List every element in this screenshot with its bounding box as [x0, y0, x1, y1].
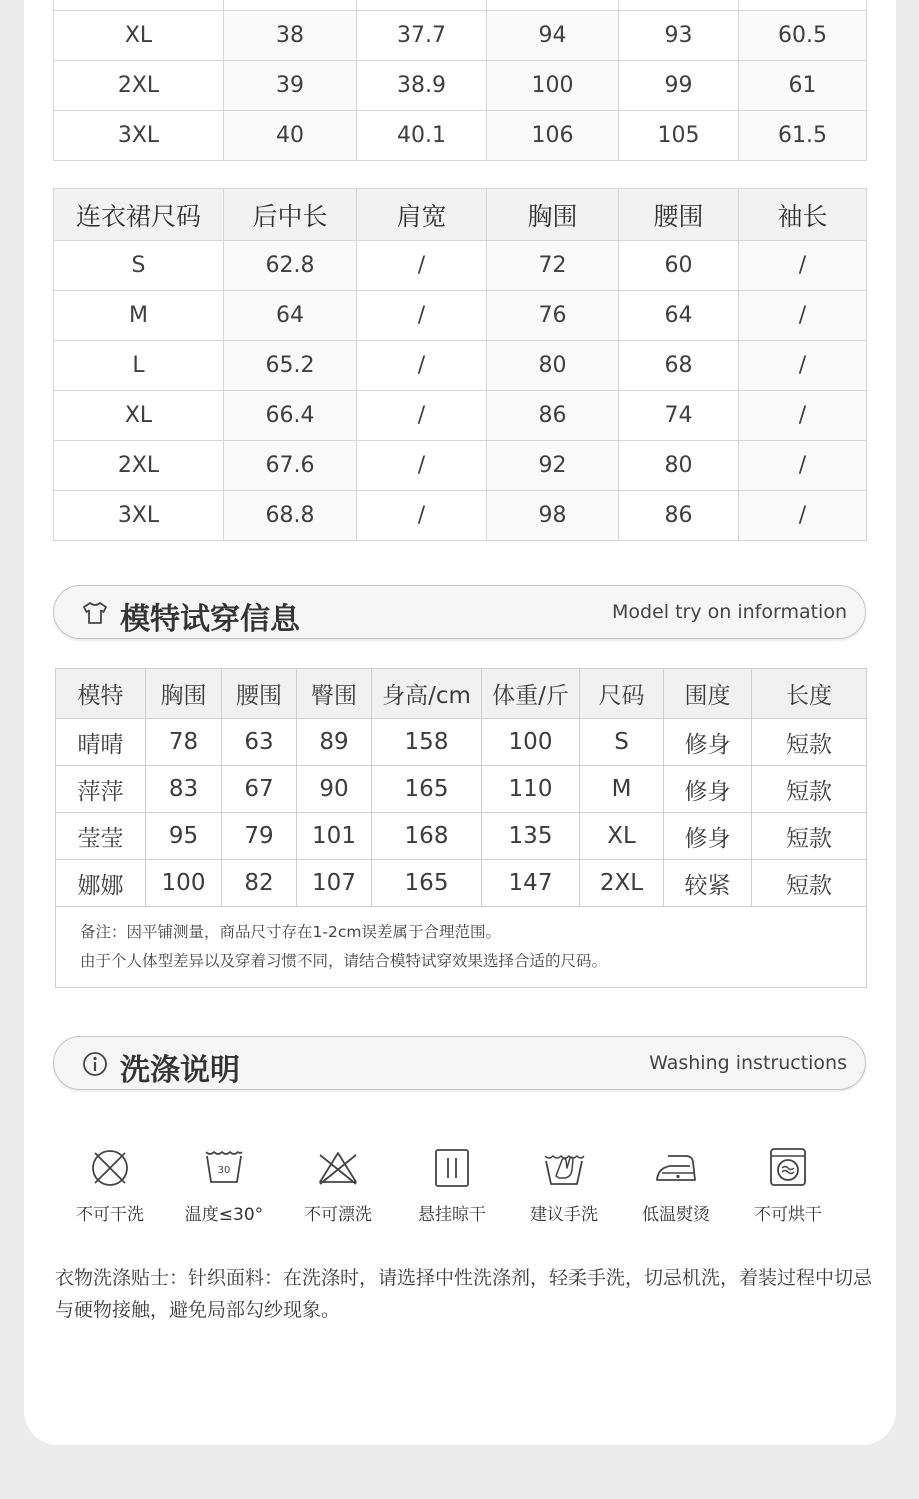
table-row — [54, 11, 867, 61]
table-row — [54, 61, 867, 111]
table-cell: 80 — [619, 441, 739, 491]
size-cell: S — [54, 241, 224, 291]
table-cell: 61 — [739, 61, 867, 111]
hand-wash-icon — [542, 1146, 586, 1190]
table-cell: 64 — [224, 291, 357, 341]
note-line-1: 备注：因平铺测量，商品尺寸存在1-2cm误差属于合理范围。 — [80, 923, 501, 941]
header-waist: 腰围 — [222, 669, 297, 719]
table-cell: 修身 — [664, 766, 752, 813]
table-cell: 64 — [619, 291, 739, 341]
wash-label: 不可烘干 — [754, 1205, 822, 1225]
table-cell: 短款 — [752, 719, 867, 766]
wash-item-hang-dry — [402, 1146, 502, 1225]
table-cell: S — [580, 719, 664, 766]
table-cell: 72 — [487, 241, 619, 291]
size-cell: 2XL — [54, 61, 224, 111]
table-row — [54, 341, 867, 391]
table-cell: / — [357, 391, 487, 441]
table-cell: 76 — [487, 291, 619, 341]
table-cell: 100 — [482, 719, 580, 766]
table-row — [56, 860, 867, 907]
table-cell: 61.5 — [739, 111, 867, 161]
size-cell: M — [54, 291, 224, 341]
wash-item-hand-wash — [514, 1146, 614, 1225]
table-cell: 93 — [619, 11, 739, 61]
header-sleeve: 袖长 — [739, 189, 867, 241]
model-name: 萍萍 — [56, 766, 146, 813]
table-cell: 60.5 — [739, 11, 867, 61]
header-back-length: 后中长 — [224, 189, 357, 241]
note-row — [56, 907, 867, 988]
table-row — [56, 766, 867, 813]
table-cell: 165 — [372, 766, 482, 813]
wash-label: 悬挂晾干 — [418, 1205, 486, 1225]
dress-size-table — [53, 188, 867, 541]
table-row — [56, 813, 867, 860]
table-cell: 较紧 — [664, 860, 752, 907]
model-info-header — [53, 585, 866, 639]
size-note — [56, 907, 867, 988]
table-cell: 39 — [224, 61, 357, 111]
header-hip: 臀围 — [297, 669, 372, 719]
table-cell: 2XL — [580, 860, 664, 907]
table-cell: 105 — [619, 111, 739, 161]
info-icon — [80, 1049, 110, 1079]
table-cell: XL — [580, 813, 664, 860]
table-cell: 68 — [619, 341, 739, 391]
table-cell: 90 — [297, 766, 372, 813]
table-cell: / — [357, 241, 487, 291]
table-cell: 修身 — [664, 813, 752, 860]
table-cell: 短款 — [752, 860, 867, 907]
size-cell: 3XL — [54, 111, 224, 161]
table-cell: 107 — [297, 860, 372, 907]
table-cell: 65.2 — [224, 341, 357, 391]
table-cell: 38.9 — [357, 61, 487, 111]
table-cell: 82 — [222, 860, 297, 907]
size-cell: L — [54, 341, 224, 391]
shirt-icon — [80, 598, 110, 628]
low-iron-icon — [654, 1146, 698, 1190]
table-cell: 83 — [146, 766, 222, 813]
wash-item-30 — [174, 1146, 274, 1225]
size-cell: 2XL — [54, 441, 224, 491]
table-cell: / — [739, 441, 867, 491]
table-row — [54, 491, 867, 541]
wash-label: 不可干洗 — [76, 1205, 144, 1225]
table-cell: 86 — [487, 391, 619, 441]
model-name: 晴晴 — [56, 719, 146, 766]
table-cell: 38 — [224, 11, 357, 61]
table-cell: 74 — [619, 391, 739, 441]
table-cell: / — [357, 341, 487, 391]
table-cell: 67 — [222, 766, 297, 813]
table-cell: 95 — [146, 813, 222, 860]
table-row — [54, 391, 867, 441]
table-row — [54, 241, 867, 291]
table-cell: / — [739, 291, 867, 341]
table-cell: 168 — [372, 813, 482, 860]
header-bust: 胸围 — [146, 669, 222, 719]
wash-item-no-tumble-dry — [738, 1146, 838, 1225]
table-cell: 79 — [222, 813, 297, 860]
washing-title: 洗涤说明 — [120, 1053, 240, 1088]
table-cell: 37.7 — [357, 11, 487, 61]
table-cell: 147 — [482, 860, 580, 907]
table-cell: / — [357, 291, 487, 341]
model-name: 娜娜 — [56, 860, 146, 907]
table-cell: 66.4 — [224, 391, 357, 441]
wash-item-no-bleach — [288, 1146, 388, 1225]
size-cell: 3XL — [54, 491, 224, 541]
table-cell: 短款 — [752, 813, 867, 860]
wash-30-icon — [202, 1146, 246, 1190]
table-row — [56, 719, 867, 766]
model-name: 莹莹 — [56, 813, 146, 860]
wash-tip: 衣物洗涤贴士：针织面料：在洗涤时，请选择中性洗涤剂，轻柔手洗，切忌机洗，着装过程中切忌与硬物接触，避免局部勾纱现象。 — [55, 1267, 873, 1321]
table-cell: 86 — [619, 491, 739, 541]
header-bust: 胸围 — [487, 189, 619, 241]
model-info-subtitle: Model try on information — [612, 601, 847, 623]
table-cell: 94 — [487, 11, 619, 61]
wash-label: 不可漂洗 — [304, 1205, 372, 1225]
table-cell: 修身 — [664, 719, 752, 766]
header-model: 模特 — [56, 669, 146, 719]
header-waist: 腰围 — [619, 189, 739, 241]
wash-item-no-dry-clean — [60, 1146, 160, 1225]
table-cell: / — [739, 341, 867, 391]
table-cell: / — [739, 391, 867, 441]
header-size: 尺码 — [580, 669, 664, 719]
table-cell: 68.8 — [224, 491, 357, 541]
table-cell: 98 — [487, 491, 619, 541]
header-height: 身高/cm — [372, 669, 482, 719]
size-cell: XL — [54, 11, 224, 61]
header-size: 连衣裙尺码 — [54, 189, 224, 241]
table-row — [54, 111, 867, 161]
table-cell: 63 — [222, 719, 297, 766]
table-cell: 99 — [619, 61, 739, 111]
table-cell: 165 — [372, 860, 482, 907]
no-dry-clean-icon — [88, 1146, 132, 1190]
table-row — [54, 291, 867, 341]
table-cell: 100 — [146, 860, 222, 907]
table-cell: M — [580, 766, 664, 813]
wash-item-low-iron — [626, 1146, 726, 1225]
table-cell: 60 — [619, 241, 739, 291]
table-cell: 40 — [224, 111, 357, 161]
wash-label: 建议手洗 — [530, 1205, 598, 1225]
washing-header — [53, 1036, 866, 1090]
header-length: 长度 — [752, 669, 867, 719]
table-cell: / — [357, 441, 487, 491]
no-tumble-dry-icon — [766, 1146, 810, 1190]
table-cell: 101 — [297, 813, 372, 860]
table-cell: 62.8 — [224, 241, 357, 291]
table-cell: 135 — [482, 813, 580, 860]
table-cell: 67.6 — [224, 441, 357, 491]
size-cell: XL — [54, 391, 224, 441]
table-cell: 158 — [372, 719, 482, 766]
table-cell: 89 — [297, 719, 372, 766]
hang-dry-icon — [430, 1146, 474, 1190]
header-fit: 围度 — [664, 669, 752, 719]
header-weight: 体重/斤 — [482, 669, 580, 719]
table-cell: 短款 — [752, 766, 867, 813]
table-header-row — [56, 669, 867, 719]
top-size-table — [53, 0, 867, 161]
table-cell: 106 — [487, 111, 619, 161]
header-shoulder: 肩宽 — [357, 189, 487, 241]
wash-label: 温度≤30° — [184, 1205, 264, 1225]
table-cell: / — [739, 491, 867, 541]
table-row — [54, 441, 867, 491]
no-bleach-icon — [316, 1146, 360, 1190]
note-line-2: 由于个人体型差异以及穿着习惯不同，请结合模特试穿效果选择合适的尺码。 — [80, 952, 608, 970]
table-cell: / — [357, 491, 487, 541]
table-cell: 110 — [482, 766, 580, 813]
model-tryon-table — [55, 668, 867, 988]
table-cell: 80 — [487, 341, 619, 391]
table-cell: 78 — [146, 719, 222, 766]
model-info-title: 模特试穿信息 — [120, 602, 300, 637]
table-row — [54, 0, 867, 11]
table-cell: 92 — [487, 441, 619, 491]
table-cell: 40.1 — [357, 111, 487, 161]
wash-temp-badge: 30 — [217, 1165, 231, 1176]
table-cell: / — [739, 241, 867, 291]
table-cell: 100 — [487, 61, 619, 111]
table-header-row — [54, 189, 867, 241]
washing-subtitle: Washing instructions — [649, 1052, 847, 1074]
wash-label: 低温熨烫 — [642, 1205, 710, 1225]
